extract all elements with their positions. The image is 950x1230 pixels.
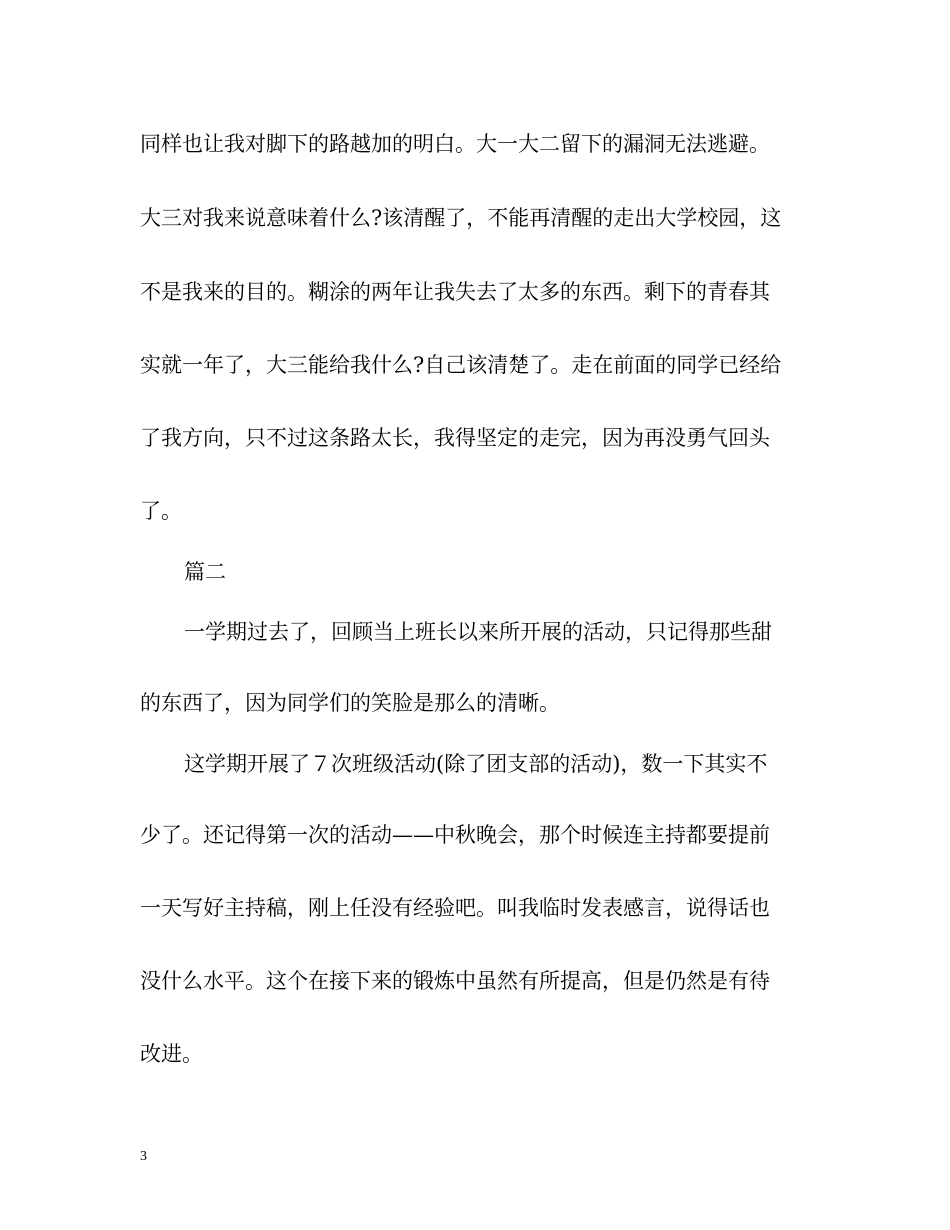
text-line: 的东西了，因为同学们的笑脸是那么的清晰。 — [140, 691, 560, 715]
paragraph-start-line: 这学期开展了７次班级活动(除了团支部的活动)，数一下其实不 — [184, 752, 768, 776]
text-line: 大三对我来说意味着什么?该清醒了，不能再清醒的走出大学校园，这 — [140, 206, 782, 230]
text-line: 一天写好主持稿，刚上任没有经验吧。叫我临时发表感言，说得话也 — [140, 896, 770, 920]
text-line: 同样也让我对脚下的路越加的明白。大一大二留下的漏洞无法逃避。 — [140, 132, 770, 156]
section-heading: 篇二 — [184, 560, 226, 584]
text-line: 少了。还记得第一次的活动——中秋晚会，那个时候连主持都要提前 — [140, 823, 770, 847]
text-line: 了我方向，只不过这条路太长，我得坚定的走完，因为再没勇气回头 — [140, 426, 770, 450]
text-line: 实就一年了，大三能给我什么?自己该清楚了。走在前面的同学已经给 — [140, 353, 782, 377]
text-line: 了。 — [140, 499, 182, 523]
page-number: 3 — [140, 1149, 147, 1164]
paragraph-start-line: 一学期过去了，回顾当上班长以来所开展的活动，只记得那些甜 — [184, 620, 772, 644]
text-line: 不是我来的目的。糊涂的两年让我失去了太多的东西。剩下的青春其 — [140, 280, 770, 304]
text-line: 没什么水平。这个在接下来的锻炼中虽然有所提高，但是仍然是有待 — [140, 969, 770, 993]
text-line: 改进。 — [140, 1042, 203, 1066]
